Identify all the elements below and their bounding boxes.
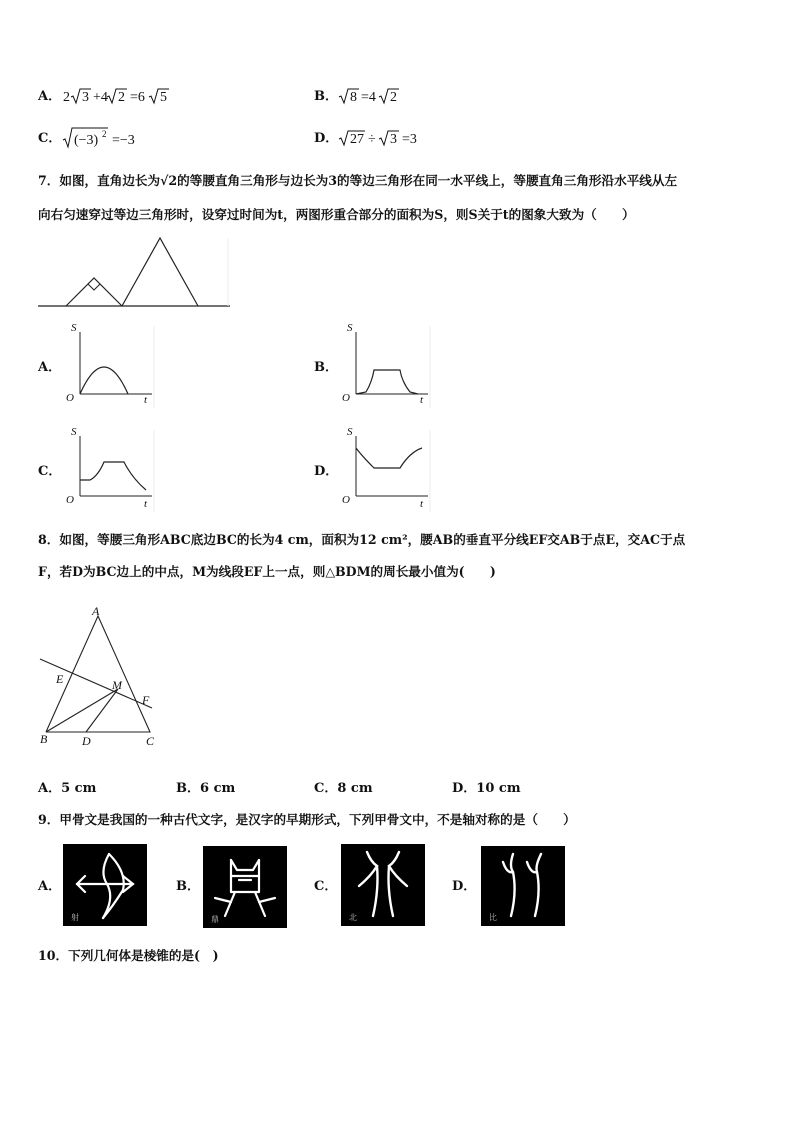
- q8-option-b-text: 6 cm: [200, 781, 236, 796]
- point-m-label: M: [112, 678, 122, 692]
- q7-c-y-axis-label: S: [71, 426, 77, 438]
- q8-option-c-label: C．: [314, 781, 338, 796]
- svg-text:(−3): (−3): [74, 133, 99, 148]
- q6-option-c-label: C．: [38, 131, 62, 146]
- svg-text:=−3: =−3: [112, 133, 135, 148]
- q7-figure: [38, 236, 230, 314]
- q7-d-x-axis-label: t: [420, 498, 424, 510]
- point-f-label: F: [142, 693, 150, 707]
- q9-b-caption: 鼎: [211, 915, 219, 924]
- q6-option-a-label: A．: [38, 89, 62, 104]
- q7-a-y-axis-label: S: [71, 322, 77, 334]
- svg-text:2: 2: [102, 129, 107, 139]
- q8-option-d-label: D．: [452, 781, 477, 796]
- q6-option-b-label: B．: [314, 89, 338, 104]
- q8-option-a-label: A．: [38, 781, 62, 796]
- q7-option-a-graph: [62, 322, 156, 414]
- svg-text:2: 2: [118, 90, 125, 105]
- q9-option-d-glyph: [481, 846, 565, 926]
- point-b-label: B: [40, 732, 48, 746]
- q9-option-c-label: C．: [314, 879, 338, 894]
- q7-option-c-label: C．: [38, 464, 62, 479]
- point-e-label: E: [56, 672, 64, 686]
- svg-text:=3: =3: [402, 132, 417, 147]
- q7-d-y-axis-label: S: [347, 426, 353, 438]
- q7-option-d-label: D．: [314, 464, 339, 479]
- svg-text:=6: =6: [130, 90, 145, 105]
- point-d-label: D: [82, 734, 91, 748]
- q7-a-origin-label: O: [66, 392, 74, 404]
- q7-option-b-label: B．: [314, 360, 338, 375]
- svg-text:+4: +4: [93, 90, 108, 105]
- svg-text:8: 8: [350, 90, 357, 105]
- q7-c-x-axis-label: t: [144, 498, 148, 510]
- svg-text:3: 3: [82, 90, 89, 105]
- q8-option-b-label: B．: [176, 781, 200, 796]
- point-a-label: A: [92, 604, 100, 618]
- q9-option-b-label: B．: [176, 879, 200, 894]
- svg-text:2: 2: [63, 90, 70, 105]
- q9-option-a-label: A．: [38, 879, 62, 894]
- q7-question-line1: 7．如图，直角边长为√2的等腰直角三角形与边长为3的等边三角形在同一水平线上，等腰直角三角形沿水平线从左: [38, 173, 678, 188]
- q9-option-d-label: D．: [452, 879, 477, 894]
- q8-option-b: [176, 781, 235, 797]
- q7-option-d-graph: [338, 426, 432, 518]
- q7-c-origin-label: O: [66, 494, 74, 506]
- q8-option-d: [452, 781, 521, 797]
- q7-d-origin-label: O: [342, 494, 350, 506]
- point-c-label: C: [146, 734, 155, 748]
- q6-option-d-expression: [338, 127, 438, 153]
- q9-option-b-glyph: [203, 846, 287, 928]
- q6-option-b-expression: [338, 85, 408, 111]
- svg-text:2: 2: [390, 90, 397, 105]
- q7-option-c-graph: [62, 426, 156, 518]
- q8-option-c-text: 8 cm: [337, 781, 373, 796]
- q7-a-x-axis-label: t: [144, 394, 148, 406]
- q7-question-line2: 向右匀速穿过等边三角形时，设穿过时间为t，两图形重合部分的面积为S，则S关于t的图象大致为（ ）: [38, 207, 635, 222]
- q8-triangle-figure: [38, 604, 168, 750]
- q9-option-a-glyph: [63, 844, 147, 926]
- q9-d-caption: 比: [489, 913, 497, 922]
- q6-option-d-label: D．: [314, 131, 339, 146]
- q9-question: 9．甲骨文是我国的一种古代文字，是汉字的早期形式，下列甲骨文中，不是轴对称的是（ ）: [38, 812, 576, 827]
- q6-option-c-expression: [62, 125, 162, 155]
- q7-b-x-axis-label: t: [420, 394, 424, 406]
- q9-option-c-glyph: [341, 844, 425, 926]
- q7-b-origin-label: O: [342, 392, 350, 404]
- q8-option-d-text: 10 cm: [476, 781, 521, 796]
- q9-c-caption: 北: [349, 913, 357, 922]
- svg-text:÷: ÷: [368, 132, 376, 147]
- svg-text:3: 3: [390, 132, 397, 147]
- q7-option-a-label: A．: [38, 360, 62, 375]
- q8-option-a: [38, 781, 96, 797]
- svg-text:27: 27: [350, 132, 364, 147]
- svg-text:=4: =4: [361, 90, 376, 105]
- q7-option-b-graph: [338, 322, 432, 414]
- q9-a-caption: 射: [71, 913, 79, 922]
- q8-question-line1: 8．如图，等腰三角形ABC底边BC的长为4 cm，面积为12 cm²，腰AB的垂直平分线EF交AB于点E，交AC于点: [38, 532, 686, 547]
- q8-option-c: [314, 781, 373, 797]
- q8-option-a-text: 5 cm: [61, 781, 97, 796]
- q10-question: 10．下列几何体是棱锥的是( ): [38, 948, 219, 963]
- q6-option-a-expression: [62, 85, 182, 111]
- q7-b-y-axis-label: S: [347, 322, 353, 334]
- svg-text:5: 5: [160, 90, 167, 105]
- q8-question-line2: F，若D为BC边上的中点，M为线段EF上一点，则△BDM的周长最小值为( ): [38, 564, 496, 579]
